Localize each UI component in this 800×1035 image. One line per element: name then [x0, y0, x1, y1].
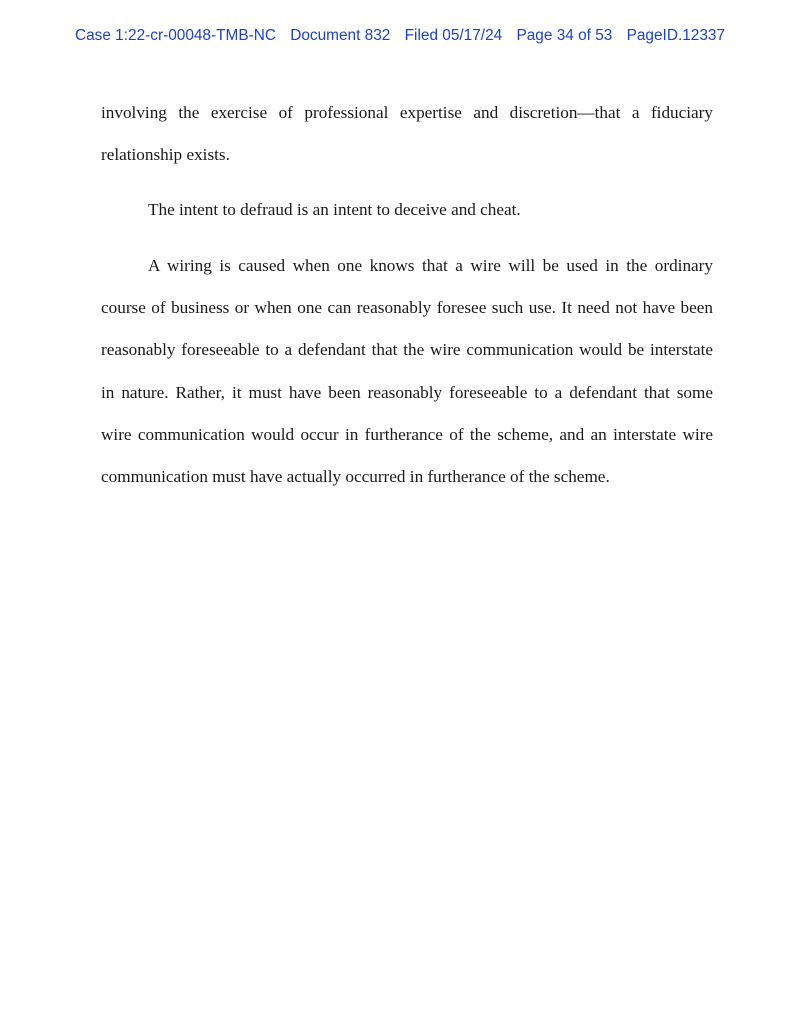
case-number: Case 1:22-cr-00048-TMB-NC	[74, 27, 276, 44]
case-header-stamp	[0, 27, 800, 45]
paragraph-fiduciary-continuation: involving the exercise of professional expertise and discretion—that a fiduciary relationship exists.	[101, 103, 713, 165]
paragraph-intent-to-defraud: The intent to defraud is an intent to deceive and cheat.	[148, 200, 521, 219]
page-count: Page 34 of 53	[516, 27, 613, 44]
filed-date: Filed 05/17/24	[404, 27, 503, 44]
document-number: Document 832	[290, 27, 391, 44]
paragraph-wiring-caused: A wiring is caused when one knows that a wire will be used in the ordinary course of business or when one can reasonably foresee such use. It need not have been reasonably foreseeable to a defendant that the wire communication would be interstate in nature. Rather, it must have been reasonably foreseeable to a defendant that some wire communication would occur in furtherance of the scheme, and an interstate wire communication must have actually occurred in furtherance of the scheme.	[101, 256, 713, 487]
page-id: PageID.12337	[626, 27, 726, 44]
